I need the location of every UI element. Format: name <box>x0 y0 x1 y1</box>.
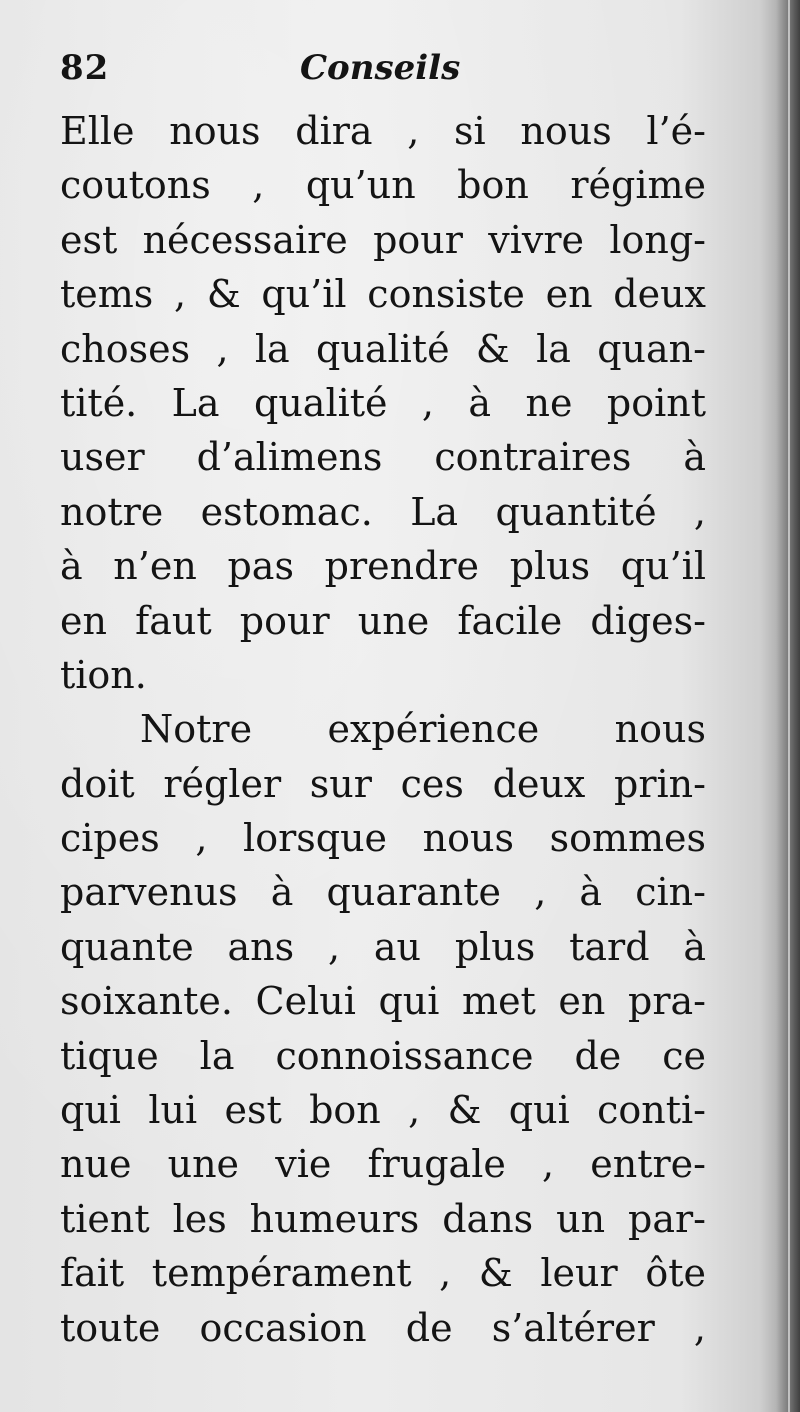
text-line: Elle nous dira , si nous l’é- <box>60 109 706 153</box>
text-line: à n’en pas prendre plus qu’il <box>60 544 706 589</box>
text-line: tité. La qualité , à ne point <box>60 380 706 425</box>
text-line: soixante. Celui qui met en pra- <box>60 979 706 1024</box>
page-header <box>60 48 700 96</box>
text-line: nue une vie frugale , entre- <box>60 1142 706 1187</box>
text-line: coutons , qu’un bon régime <box>60 163 706 208</box>
text-line: choses , la qualité & la quan- <box>60 326 706 371</box>
body-text <box>60 104 706 1355</box>
text-line: cipes , lorsque nous sommes <box>60 816 706 861</box>
text-line: doit régler sur ces deux prin- <box>60 761 706 806</box>
page-edge-highlight <box>788 0 790 1412</box>
paragraph-1 <box>60 104 706 702</box>
text-line: est nécessaire pour vivre long- <box>60 217 706 262</box>
text-line: tient les humeurs dans un par- <box>60 1196 706 1241</box>
text-line: user d’alimens contraires à <box>60 435 706 480</box>
text-line: quante ans , au plus tard à <box>60 924 706 969</box>
text-line: tems , & qu’il consiste en deux <box>60 272 706 317</box>
text-line: notre estomac. La quantité , <box>60 489 706 534</box>
text-line: tion. <box>60 652 147 697</box>
page-number: 82 <box>60 48 110 88</box>
text-line: Notre expérience nous <box>140 707 706 752</box>
paragraph-2 <box>60 702 706 1355</box>
text-line: qui lui est bon , & qui conti- <box>60 1088 706 1133</box>
text-line: toute occasion de s’altérer , <box>60 1305 706 1350</box>
text-line: fait tempérament , & leur ôte <box>60 1251 706 1296</box>
running-title: Conseils <box>300 48 461 88</box>
text-line: en faut pour une facile diges- <box>60 598 706 643</box>
text-line: tique la connoissance de ce <box>60 1033 706 1078</box>
text-line: parvenus à quarante , à cin- <box>60 870 706 915</box>
